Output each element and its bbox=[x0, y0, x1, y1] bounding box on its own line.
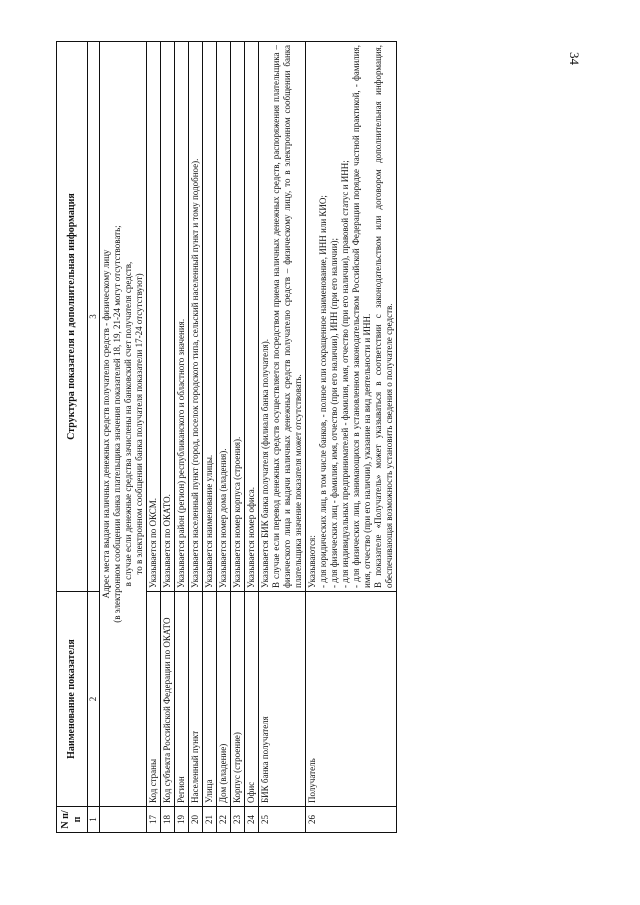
row-number: 22 bbox=[217, 807, 231, 833]
indicator-name: БИК банка получателя bbox=[258, 592, 305, 807]
indicator-name: Улица bbox=[203, 592, 217, 807]
indicator-name: Дом (владение) bbox=[217, 592, 231, 807]
indicator-description bbox=[258, 42, 305, 592]
indicator-name: Населенный пункт bbox=[189, 592, 203, 807]
row-number: 21 bbox=[203, 807, 217, 833]
row-number: 17 bbox=[147, 807, 161, 833]
table-row bbox=[203, 42, 217, 833]
row-number: 23 bbox=[231, 807, 245, 833]
description-line: Указывается номер офиса. bbox=[246, 486, 256, 588]
description-line: - для физических лиц - фамилия, имя, отчество (при его наличии), ИНН (при его наличии); bbox=[328, 237, 339, 588]
indicator-description bbox=[231, 42, 245, 592]
column-index-row bbox=[88, 42, 100, 833]
address-note-line: Адрес места выдачи наличных денежных средств получателю средств - физическому лицу bbox=[101, 249, 112, 599]
description-line: - для юридических лиц, в том числе банков, - полное или сокращенное наименование, ИНН или КИО; bbox=[317, 195, 328, 588]
description-line: - для индивидуальных предпринимателей - фамилия, имя, отчество (при его наличии), правовой статус и ИНН; bbox=[339, 160, 350, 588]
row-number: 19 bbox=[175, 807, 189, 833]
indicator-name: Код страны bbox=[147, 592, 161, 807]
address-note-line: (в электронном сообщении банка плательщика значения показателей 18, 19, 21-24 могут отсутствовать; bbox=[112, 225, 123, 623]
indicator-name: Получатель bbox=[305, 592, 396, 807]
header-name: Наименование показателя bbox=[57, 592, 88, 807]
header-structure: Структура показателя и дополнительная информация bbox=[57, 42, 88, 592]
row-number: 25 bbox=[258, 807, 305, 833]
description-line: Указывается наименование улицы. bbox=[204, 454, 215, 588]
description-line: Указывается населенный пункт (город, поселок городского типа, сельский населенный пункт и тому подобное). bbox=[190, 158, 201, 588]
indicator-description bbox=[161, 42, 175, 592]
address-section-row bbox=[100, 42, 147, 833]
column-index: 3 bbox=[88, 42, 100, 592]
page-number: 34 bbox=[567, 52, 582, 65]
row-number: 24 bbox=[245, 807, 259, 833]
address-note-line: то в электронном сообщении банка получателя показатели 17-24 отсутствуют) bbox=[134, 273, 145, 575]
indicator-description bbox=[203, 42, 217, 592]
table-header-row bbox=[57, 42, 88, 833]
description-line: Указывается район (регион) республиканского и областного значения. bbox=[176, 318, 187, 588]
row-number: 26 bbox=[305, 807, 396, 833]
indicator-description bbox=[245, 42, 259, 592]
table-row bbox=[189, 42, 203, 833]
column-index: 2 bbox=[88, 592, 100, 807]
table-row bbox=[175, 42, 189, 833]
description-line: Указывается БИК банка получателя (филиала банка получателя). bbox=[259, 339, 270, 588]
indicator-name: Офис bbox=[245, 592, 259, 807]
description-line: Указывается номер корпуса (строения). bbox=[232, 436, 243, 588]
description-line: - для физических лиц, занимающихся в установленном законодательством Российской Федерации порядке частной практикой, - фамилия, имя, отчество (при его наличии), указание на вид деятельности и ИНН. bbox=[350, 45, 372, 588]
address-note-line: в случае если денежные средства зачислены на банковский счет получателя средств, bbox=[123, 261, 134, 587]
indicator-table bbox=[56, 41, 397, 833]
description-line: В случае если перевод денежных средств осуществляется посредством приема наличных денежных средств, распоряжения плательщика – физического лица и выдачи наличных денежных средств получателю средств – физическому лицу, то в электронном сообщении банка плательщика значение показателя может отсутствовать. bbox=[270, 45, 303, 588]
description-line: В показателе «Получатель» может указываться в соответствии с законодательством или договором дополнительная информация, обеспечивающая возможность установить сведения о получателе средств. bbox=[372, 45, 394, 588]
description-line: Указывается по ОКСМ. bbox=[148, 497, 159, 588]
column-index: 1 bbox=[88, 807, 100, 833]
indicator-description bbox=[147, 42, 161, 592]
table-row bbox=[161, 42, 175, 833]
indicator-description bbox=[305, 42, 396, 592]
description-line: Указываются: bbox=[306, 535, 317, 588]
indicator-name: Код субъекта Российской Федерации по ОКАТО bbox=[161, 592, 175, 807]
indicator-description bbox=[189, 42, 203, 592]
table-row bbox=[147, 42, 161, 833]
table-row bbox=[231, 42, 245, 833]
table-row bbox=[245, 42, 259, 833]
header-num: N п/п bbox=[57, 807, 88, 833]
rotated-page-content bbox=[56, 42, 563, 833]
table-row bbox=[305, 42, 396, 833]
description-line: Указывается по ОКАТО. bbox=[162, 494, 173, 588]
indicator-name: Регион bbox=[175, 592, 189, 807]
indicator-description bbox=[175, 42, 189, 592]
indicator-rows bbox=[147, 42, 396, 833]
row-number: 20 bbox=[189, 807, 203, 833]
address-section-note bbox=[100, 42, 147, 807]
indicator-name: Корпус (строение) bbox=[231, 592, 245, 807]
description-line: Указывается номер дома (владения). bbox=[218, 448, 229, 588]
table-row bbox=[258, 42, 305, 833]
indicator-description bbox=[217, 42, 231, 592]
row-number: 18 bbox=[161, 807, 175, 833]
table-row bbox=[217, 42, 231, 833]
